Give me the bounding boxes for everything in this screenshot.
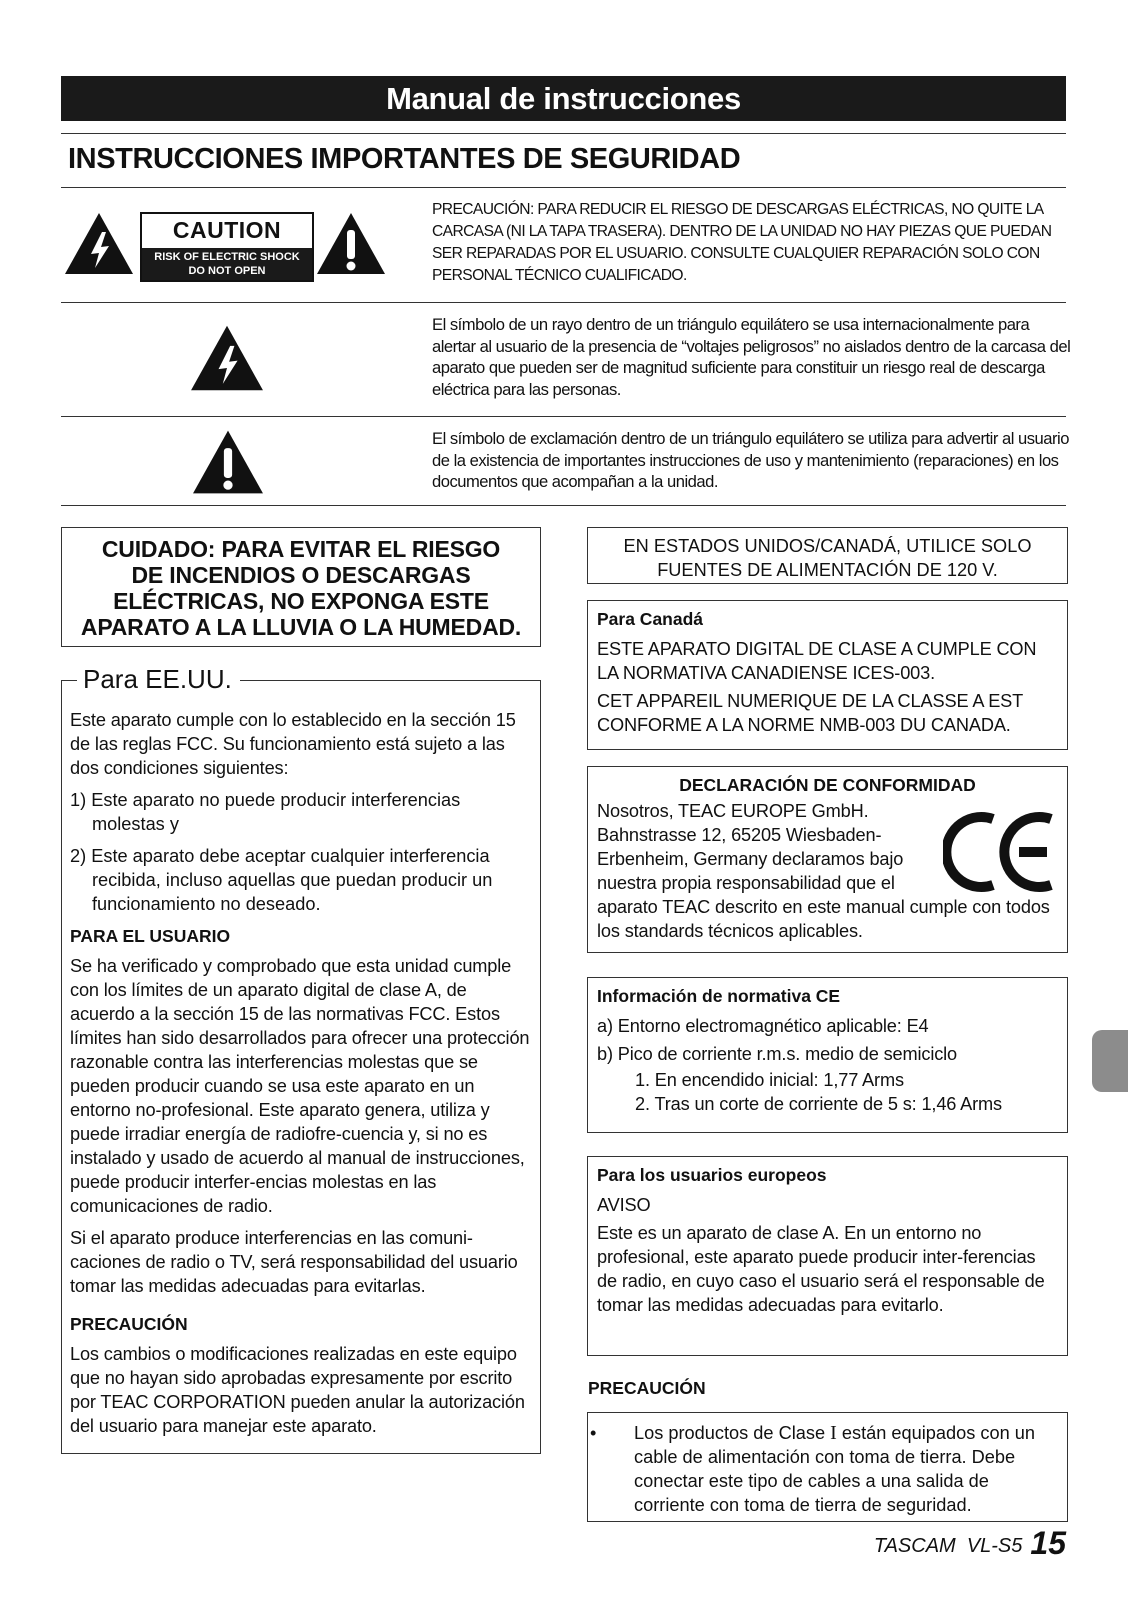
ce-info-subline: 2. Tras un corte de corriente de 5 s: 1,46 Arms [635,1094,1002,1114]
declaration-line: nuestra propia responsabilidad que el [597,873,895,893]
canada-box [587,600,1068,750]
exclamation-symbol-icon [192,428,264,496]
canada-text: ESTE APARATO DIGITAL DE CLASE A CUMPLE CON LA NORMATIVA CANADIENSE ICES-003. [597,639,1037,683]
declaration-line: Bahnstrasse 12, 65205 Wiesbaden- [597,825,882,845]
roman-numeral: I [830,1422,837,1444]
ce-info-line: a) Entorno electromagnético aplicable: E4 [597,1016,929,1036]
page-footer [874,1525,1066,1564]
divider [61,302,1066,303]
class-one-box [587,1412,1068,1522]
europe-heading: Para los usuarios europeos [597,1165,827,1185]
ce-info-line: b) Pico de corriente r.m.s. medio de semiciclo [597,1044,958,1064]
ce-info-subline: 1. En encendido inicial: 1,77 Arms [635,1070,904,1090]
fire-warning-box [61,527,541,647]
canada-heading: Para Canadá [597,609,704,629]
precaution-heading: PRECAUCIÓN [588,1378,706,1398]
list-item: 2) Este aparato debe aceptar cualquier interferencia recibida, incluso aquellas que puedan producir un funcionamiento no deseado. [70,846,493,914]
declaration-line: Nosotros, TEAC EUROPE GmbH. [597,801,869,821]
list-item [590,1421,1058,1517]
exclamation-warning-icon [316,212,386,275]
ce-mark-icon [943,811,1057,893]
precaution-heading: PRECAUCIÓN [70,1314,188,1334]
power-supply-box [587,527,1068,584]
bullet-icon: • [590,1423,597,1443]
declaration-line: aparato TEAC descrito en este manual cumple con todos los standards técnicos aplicables. [597,897,1050,941]
section-heading: INSTRUCCIONES IMPORTANTES DE SEGURIDAD [68,143,741,175]
declaration-line: Erbenheim, Germany declaramos bajo [597,849,904,869]
caution-label [140,212,314,282]
product-name: TASCAM VL-S5 [873,1535,1023,1557]
caution-label-title: CAUTION [172,217,282,243]
usa-section [61,664,541,1454]
aviso-label: AVISO [597,1195,651,1215]
caution-text: PRECAUCIÓN: PARA REDUCIR EL RIESGO DE DESCARGAS ELÉCTRICAS, NO QUITE LA CARCASA (NI LA TAPA TRASERA). DENTRO DE LA UNIDAD NO HAY PIEZAS QUE PUEDAN SER REPARADAS POR EL USUARIO. CONSULTE CUALQUIER REPARACIÓN SOLO CON PERSONAL TÉCNICO CUALIFICADO. [432,201,1052,284]
user-paragraph: Si el aparato produce interferencias en las comuni-caciones de radio o TV, será responsabilidad del usuario tomar las medidas adecuadas para evitarlas. [70,1228,518,1296]
user-paragraph: Se ha verificado y comprobado que esta unidad cumple con los límites de un aparato digital de clase A, de acuerdo a la sección 15 de las normativas FCC. Estos límites han sido desarrollados para ofrecer una protección razonable contra las interferencias molestas que se pueden producir cuando se usa este aparato en un entorno no-profesional. Este aparato genera, utiliza y puede irradiar energía de radiofre-cuencia y, si no es instalado y usado de acuerdo al manual de instrucciones, puede producir interfer-encias molestas en las comunicaciones de radio. [70,956,530,1216]
caution-label-line: RISK OF ELECTRIC SHOCK [154,251,300,263]
ce-info-box [587,977,1068,1133]
warning-line: ELÉCTRICAS, NO EXPONGA ESTE [113,588,489,614]
power-supply-line: FUENTES DE ALIMENTACIÓN DE 120 V. [657,560,998,580]
warning-line: DE INCENDIOS O DESCARGAS [131,562,471,588]
lightning-explanation: El símbolo de un rayo dentro de un triángulo equilátero se usa internacionalmente para alertar al usuario de la presencia de “voltajes peligrosos” no aislados dentro de la carcasa del aparato que pueden ser de magnitud suficiente para constituir un riesgo real de descarga eléctrica para las personas. [432,315,1071,399]
user-heading: PARA EL USUARIO [70,926,231,946]
bullet-text: están equipados con un cable de alimentación con toma de tierra. Debe conectar este tipo de cables a una salida de corriente con toma de tierra de seguridad. [634,1423,1036,1515]
declaration-box [587,766,1068,953]
lightning-symbol-icon [190,324,264,392]
europe-box [587,1156,1068,1356]
caution-label-line: DO NOT OPEN [188,265,266,277]
bullet-text: Los productos de Clase [634,1423,831,1443]
warning-line: CUIDADO: PARA EVITAR EL RIESGO [101,536,501,562]
section-tab [1092,1030,1128,1092]
europe-text: Este es un aparato de clase A. En un entorno no profesional, este aparato puede producir inter-ferencias de radio, en cuyo caso el usuario será el responsable de tomar las medidas adecuadas para evitarlo. [597,1223,1045,1315]
usa-heading: Para EE.UU. [77,663,240,695]
canada-text: CET APPAREIL NUMERIQUE DE LA CLASSE A EST CONFORME A LA NORME NMB-003 DU CANADA. [597,691,1023,735]
warning-line: APARATO A LA LLUVIA O LA HUMEDAD. [80,614,522,640]
ce-info-heading: Información de normativa CE [597,986,841,1006]
power-supply-line: EN ESTADOS UNIDOS/CANADÁ, UTILICE SOLO [623,536,1032,556]
declaration-heading: DECLARACIÓN DE CONFORMIDAD [679,775,976,795]
divider [61,505,1066,506]
divider [61,133,1066,134]
list-item: 1) Este aparato no puede producir interferencias molestas y [70,790,461,834]
manual-title: Manual de instrucciones [61,76,1066,121]
exclamation-explanation: El símbolo de exclamación dentro de un triángulo equilátero se utiliza para advertir al usuario de la existencia de importantes instrucciones de uso y mantenimiento (reparaciones) en los documentos que acompañan a la unidad. [432,429,1069,491]
divider [61,416,1066,417]
precaution-text: Los cambios o modificaciones realizadas en este equipo que no hayan sido aprobadas expresamente por escrito por TEAC CORPORATION pueden anular la autorización del usuario para manejar este aparato. [70,1344,525,1436]
usa-intro: Este aparato cumple con lo establecido en la sección 15 de las reglas FCC. Su funcionamiento está sujeto a las dos condiciones siguientes: [70,710,516,778]
divider [61,187,1066,188]
page-number: 15 [1030,1525,1066,1561]
lightning-warning-icon [64,212,134,275]
caution-label-subtitle [142,248,312,280]
